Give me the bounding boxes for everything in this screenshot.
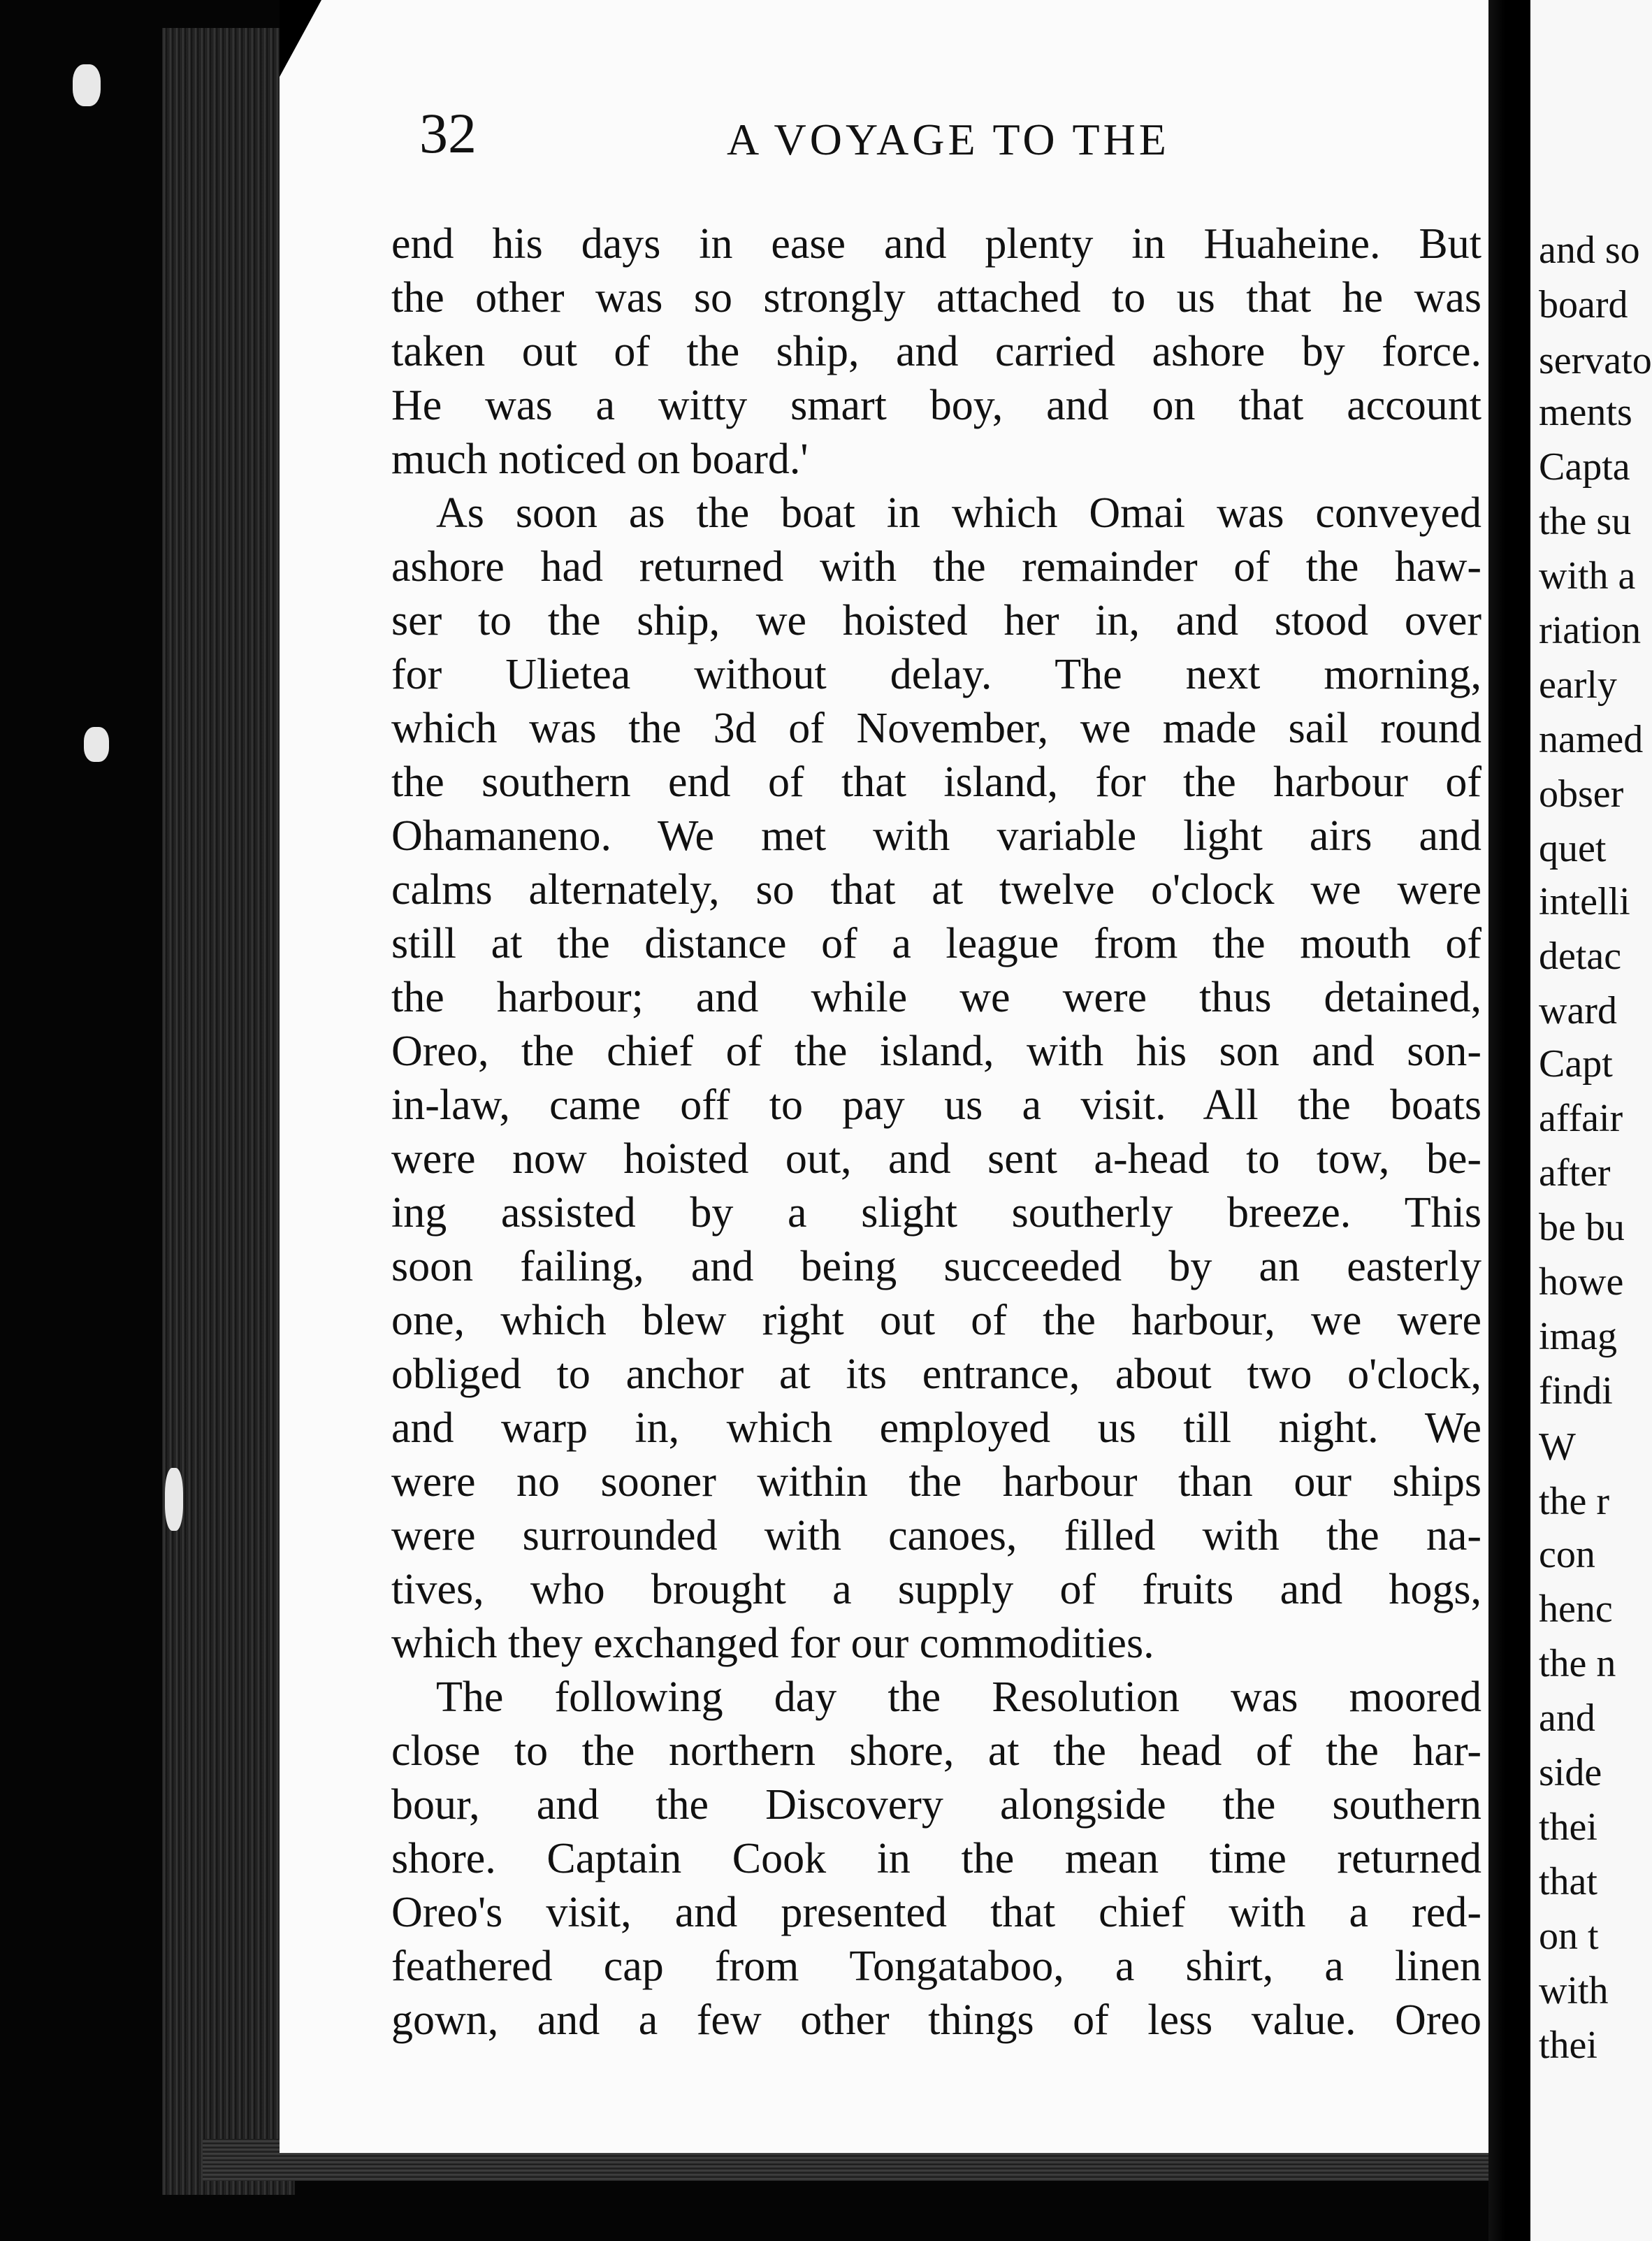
facing-page-line: on t <box>1539 1915 1599 1958</box>
text-line: close to the northern shore, at the head of the har- <box>391 1727 1481 1775</box>
facing-page-line: imag <box>1539 1315 1617 1358</box>
margin-speck <box>165 1468 183 1531</box>
facing-page-line: the n <box>1539 1642 1616 1685</box>
facing-page-line: with <box>1539 1969 1609 2012</box>
facing-page-line: named <box>1539 718 1644 761</box>
margin-speck <box>84 727 109 762</box>
facing-page-line: henc <box>1539 1587 1613 1631</box>
text-line: were now hoisted out, and sent a-head to tow, be- <box>391 1135 1481 1183</box>
text-line: were surrounded with canoes, filled with the na- <box>391 1512 1481 1559</box>
facing-page-line: howe <box>1539 1260 1624 1304</box>
text-line: for Ulietea without delay. The next morning, <box>391 651 1481 698</box>
text-line: Oreo, the chief of the island, with his son and son- <box>391 1028 1481 1075</box>
facing-page-line: Capt <box>1539 1042 1613 1086</box>
page-corner-fold <box>280 0 321 77</box>
facing-page-line: riation <box>1539 609 1642 652</box>
facing-page-line: obser <box>1539 772 1624 816</box>
facing-page-line: early <box>1539 663 1617 707</box>
book-page <box>280 0 1495 2153</box>
text-line: Ohamaneno. We met with variable light airs and <box>391 812 1481 860</box>
text-line: which they exchanged for our commodities. <box>391 1620 1154 1667</box>
text-line: taken out of the ship, and carried ashore by force. <box>391 328 1481 375</box>
facing-page-line: con <box>1539 1533 1595 1576</box>
facing-page-line: and so <box>1539 229 1640 272</box>
text-line: end his days in ease and plenty in Huaheine. But <box>391 220 1481 268</box>
text-line: still at the distance of a league from the mouth of <box>391 920 1481 967</box>
book-gutter <box>1488 0 1530 2241</box>
text-line: one, which blew right out of the harbour, we were <box>391 1297 1481 1344</box>
text-line: the other was so strongly attached to us that he was <box>391 274 1481 322</box>
text-line: in-law, came off to pay us a visit. All the boats <box>391 1081 1481 1129</box>
running-head: A VOYAGE TO THE <box>727 115 1170 164</box>
facing-page-line: ments <box>1539 391 1632 434</box>
facing-page-line: intelli <box>1539 880 1630 923</box>
text-line: The following day the Resolution was moored <box>436 1673 1481 1721</box>
text-line: the southern end of that island, for the harbour of <box>391 758 1481 806</box>
facing-page-line: thei <box>1539 1806 1597 1849</box>
text-line: and warp in, which employed us till night. We <box>391 1404 1481 1452</box>
facing-page-line: affair <box>1539 1097 1623 1140</box>
text-line: ser to the ship, we hoisted her in, and stood over <box>391 597 1481 644</box>
facing-page-line: ward <box>1539 989 1617 1032</box>
text-line: ashore had returned with the remainder of the haw- <box>391 543 1481 591</box>
text-line: tives, who brought a supply of fruits and hogs, <box>391 1566 1481 1613</box>
text-line: much noticed on board.' <box>391 435 809 483</box>
facing-page-line: after <box>1539 1151 1611 1195</box>
text-line: ing assisted by a slight southerly breeze. This <box>391 1189 1481 1237</box>
facing-page-line: the su <box>1539 500 1632 543</box>
text-line: He was a witty smart boy, and on that account <box>391 382 1481 429</box>
page-edges-left <box>162 28 295 2195</box>
page-number: 32 <box>419 101 477 165</box>
facing-page-line: and <box>1539 1696 1595 1740</box>
facing-page-line: detac <box>1539 935 1622 978</box>
text-line: gown, and a few other things of less value. Oreo <box>391 1996 1481 2044</box>
text-line: were no sooner within the harbour than our ships <box>391 1458 1481 1506</box>
text-line: feathered cap from Tongataboo, a shirt, a linen <box>391 1943 1481 1990</box>
facing-page-line: that <box>1539 1860 1597 1903</box>
facing-page-line: side <box>1539 1751 1602 1794</box>
facing-page <box>1530 0 1652 2241</box>
text-line: As soon as the boat in which Omai was conveyed <box>436 489 1481 537</box>
text-line: Oreo's visit, and presented that chief with a red- <box>391 1889 1481 1936</box>
text-line: the harbour; and while we were thus detained, <box>391 974 1481 1021</box>
facing-page-line: with a <box>1539 554 1636 598</box>
facing-page-line: W <box>1539 1425 1576 1469</box>
text-line: soon failing, and being succeeded by an easterly <box>391 1243 1481 1290</box>
facing-page-line: be bu <box>1539 1206 1625 1249</box>
facing-page-line: the r <box>1539 1480 1610 1523</box>
text-line: shore. Captain Cook in the mean time returned <box>391 1835 1481 1882</box>
facing-page-line: servato <box>1539 339 1652 382</box>
facing-page-line: Capta <box>1539 445 1630 489</box>
facing-page-line: quet <box>1539 827 1607 870</box>
text-line: which was the 3d of November, we made sail round <box>391 705 1481 752</box>
facing-page-line: board <box>1539 283 1628 326</box>
facing-page-line: thei <box>1539 2024 1597 2067</box>
text-line: bour, and the Discovery alongside the southern <box>391 1781 1481 1829</box>
margin-speck <box>73 64 101 106</box>
text-line: calms alternately, so that at twelve o'clock we were <box>391 866 1481 914</box>
facing-page-line: findi <box>1539 1369 1613 1413</box>
text-line: obliged to anchor at its entrance, about two o'clock, <box>391 1350 1481 1398</box>
